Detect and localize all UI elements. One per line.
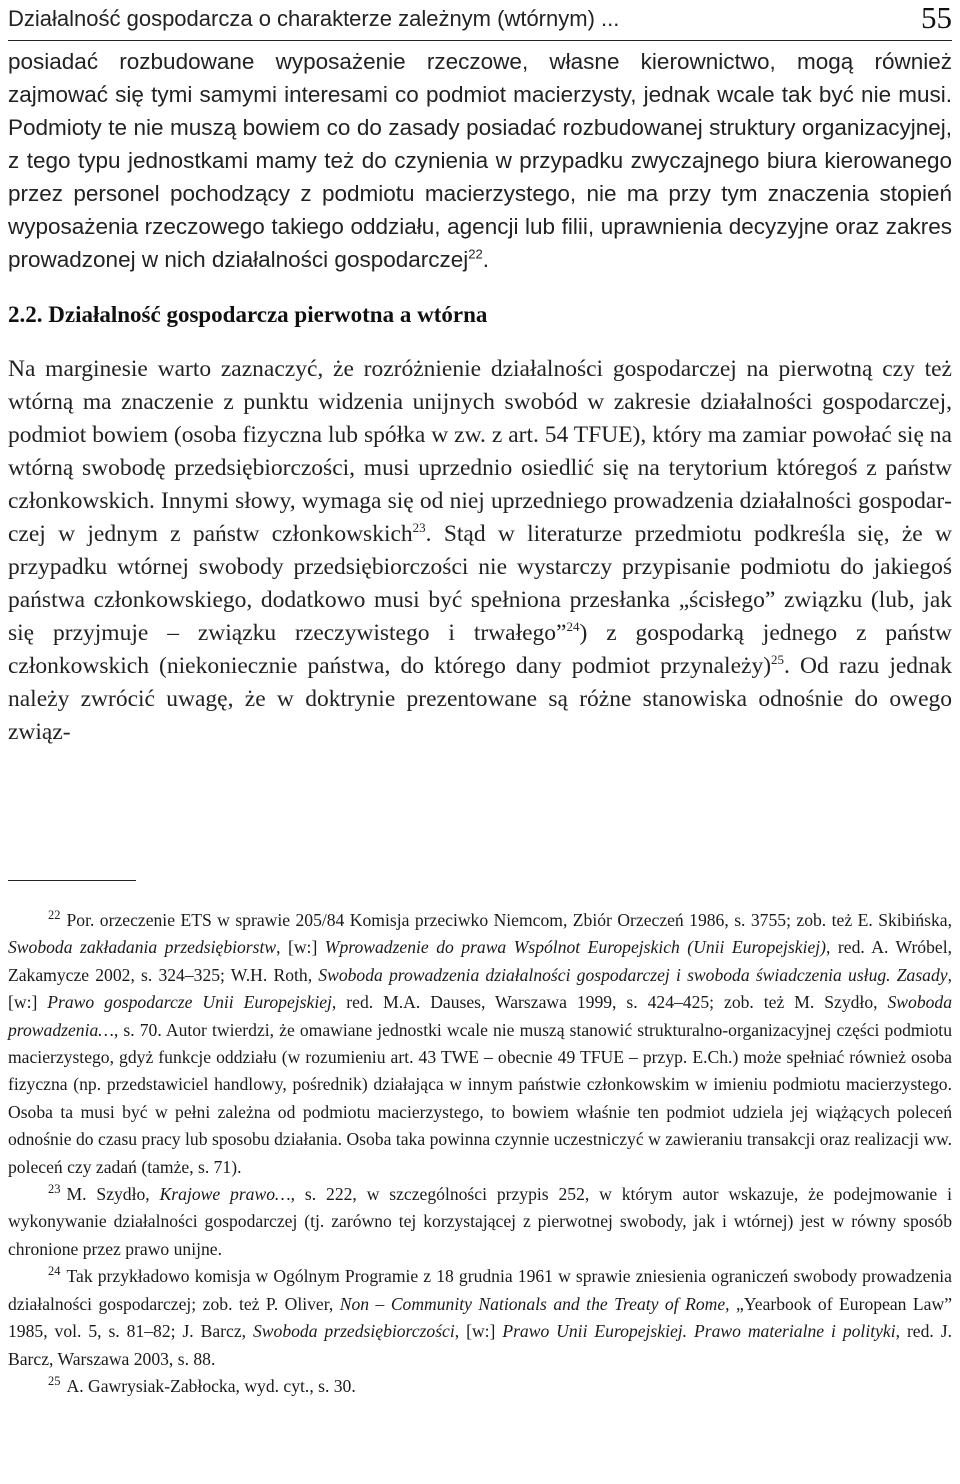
footnote-title: Swoboda prowadzenia działalności gospodarczej i swoboda świadczenia usług. Zasady: [318, 964, 948, 985]
footnote-text: , [w:]: [8, 964, 952, 1013]
footnote-number: 24: [48, 1264, 61, 1279]
footnote-title: Prawo gospodarcze Unii Europejskiej: [47, 992, 332, 1013]
footnote-title: Prawo Unii Europejskiej. Prawo materialne i polityki: [502, 1321, 896, 1342]
section-heading: 2.2. Działalność gospodarcza pierwotna a wtórna: [8, 302, 488, 327]
footnote-text: Por. orzeczenie ETS w sprawie 205/84 Komisja przeciwko Niemcom, Zbiór Orzeczeń 1986, s. 3755; zob. też E. Skibińska,: [66, 910, 952, 930]
footnote-ref-25[interactable]: 25: [771, 652, 785, 668]
footnote-ref-23[interactable]: 23: [412, 520, 426, 536]
paragraph-end: .: [482, 247, 489, 272]
footnote-text: , red. A. Wróbel, Zakamycze 2002, s. 324–325; W.H. Roth,: [8, 937, 952, 985]
footnote-title: Wprowadzenie do prawa Wspólnot Europejskich (Unii Europejskiej): [324, 937, 827, 958]
footnote-title: Krajowe prawo…: [159, 1184, 291, 1205]
footnote-text: , s. 222, w szczególności przypis 252, w którym autor wskazuje, że podejmowanie i wykonywanie działalności gospodarczej (tj. zarówno tej korzystającej z pierwotnej swobody, jak i wtórnej) jest w równy sposób chronione przez prawo unijne.: [8, 1184, 952, 1259]
body-paragraph-2: [8, 353, 952, 749]
footnote-number: 25: [48, 1374, 61, 1389]
footnote-ref-22[interactable]: 22: [468, 246, 483, 262]
footnote-number: 23: [48, 1182, 61, 1197]
footnotes: [8, 907, 952, 1400]
paragraph-text: . Od razu jednak należy zwrócić uwagę, że w doktrynie prezentowane są różne stanowiska odnośnie do owego związ-: [8, 653, 952, 745]
footnote-text: Tak przykładowo komisja w Ogólnym Programie z 18 grudnia 1961 w sprawie zniesienia ograniczeń swobody prowadzenia działalności gospodarczej; zob. też P. Oliver,: [8, 1266, 952, 1314]
paragraph-text: Na marginesie warto zaznaczyć, że rozróżnienie działalności gospodarczej na pierwotną czy też wtórną ma znaczenie z punktu widzenia unijnych swobód w zakresie działalności gospodarczej, podmiot bowiem (osoba fizyczna lub spółka w zw. z art. 54 TFUE), który ma zamiar powołać się na wtórną swobodę przedsiębiorczości, musi uprzednio osiedlić się na terytorium któregoś z państw członkowskich. Innymi słowy, wymaga się od niej uprzedniego prowadzenia działalności gospodarczej w jednym z państw członkowskich: [8, 356, 952, 547]
footnote-24: [8, 1263, 952, 1373]
footnote-text: , „Yearbook of European Law” 1985, vol. 5, s. 81–82; J. Barcz,: [8, 1293, 952, 1342]
running-header: [8, 0, 952, 41]
footnote-text: , red. M.A. Dauses, Warszawa 1999, s. 424–425; zob. też M. Szydło,: [331, 992, 888, 1013]
footnote-text: , [w:]: [276, 937, 325, 958]
footnote-ref-24[interactable]: 24: [566, 619, 580, 635]
footnote-23: [8, 1181, 952, 1263]
running-header-title: Działalność gospodarcza o charakterze zależnym (wtórnym) ...: [8, 6, 620, 31]
footnote-text: A. Gawrysiak-Zabłocka, wyd. cyt., s. 30.: [66, 1375, 356, 1396]
footnote-separator: [8, 880, 136, 881]
footnote-title: Swoboda przedsiębiorczości: [252, 1321, 455, 1342]
paragraph-text: . Stąd w literaturze przedmiotu podkreśla się, że w przypadku wtórnej swobody przedsiębiorczości nie wystarczy przypisanie podmiotu do jakiegoś państwa członkowskiego, dodatkowo musi być spełniona przesłanka „ścisłego” związku (lub, jak się przyjmuje – związku rzeczywistego i trwałego”: [8, 521, 952, 646]
footnote-text: , red. J. Barcz, Warszawa 2003, s. 88.: [8, 1321, 952, 1369]
body-paragraph-1: [8, 45, 952, 276]
footnote-title: Non – Community Nationals and the Treaty of Rome: [339, 1293, 726, 1314]
footnote-text: , s. 70. Autor twierdzi, że omawiane jednostki wcale nie muszą stanowić strukturalno-organizacyjnej części podmiotu macierzystego, gdyż funkcje oddziału (w rozumieniu art. 43 TWE – obecnie 49 TFUE – przyp. E.Ch.) może spełniać również osoba fizyczna (np. przedstawiciel handlowy, pośrednik) działająca w innym państwie członkowskim w imieniu podmiotu macierzystego. Osoba ta musi być w pełni zależna od podmiotu macierzystego, to bowiem właśnie ten podmiot udziela jej wiążących poleceń odnośnie do czasu pracy lub sposobu działania. Osoba taka powinna czynnie uczestniczyć w zawieraniu transakcji oraz realizacji ww. poleceń czy zadań (tamże, s. 71).: [8, 1019, 952, 1177]
footnote-title: Swoboda prowadzenia…: [8, 992, 953, 1040]
page-number: 55: [921, 0, 952, 35]
footnote-22: [8, 907, 952, 1181]
footnote-title: Swoboda zakładania przedsiębiorstw: [8, 937, 277, 958]
footnote-number: 22: [48, 908, 61, 923]
paragraph-text: ) z gospodarką jednego z państw członkowskich (niekoniecznie państwa, do którego dany podmiot przynależy): [8, 620, 953, 679]
footnote-25: [8, 1373, 952, 1400]
footnote-text: M. Szydło,: [66, 1184, 160, 1205]
main-text: [8, 45, 952, 749]
paragraph-text: posiadać rozbudowane wyposażenie rzeczowe, własne kierownictwo, mogą również zajmować się tymi samymi interesami co podmiot macierzysty, jednak wcale tak być nie musi. Podmioty te nie muszą bowiem co do zasady posiadać rozbudowanej struktury organizacyjnej, z tego typu jednostkami mamy też do czynienia w przypadku zwyczajnego biura kierowanego przez personel pochodzący z podmiotu macierzystego, nie ma przy tym znaczenia stopień wyposażenia rzeczowego takiego oddziału, agencji lub filii, uprawnienia decyzyjne oraz zakres prowadzonej w nich działalności gospodarczej: [8, 49, 952, 272]
footnote-text: , [w:]: [454, 1321, 503, 1342]
